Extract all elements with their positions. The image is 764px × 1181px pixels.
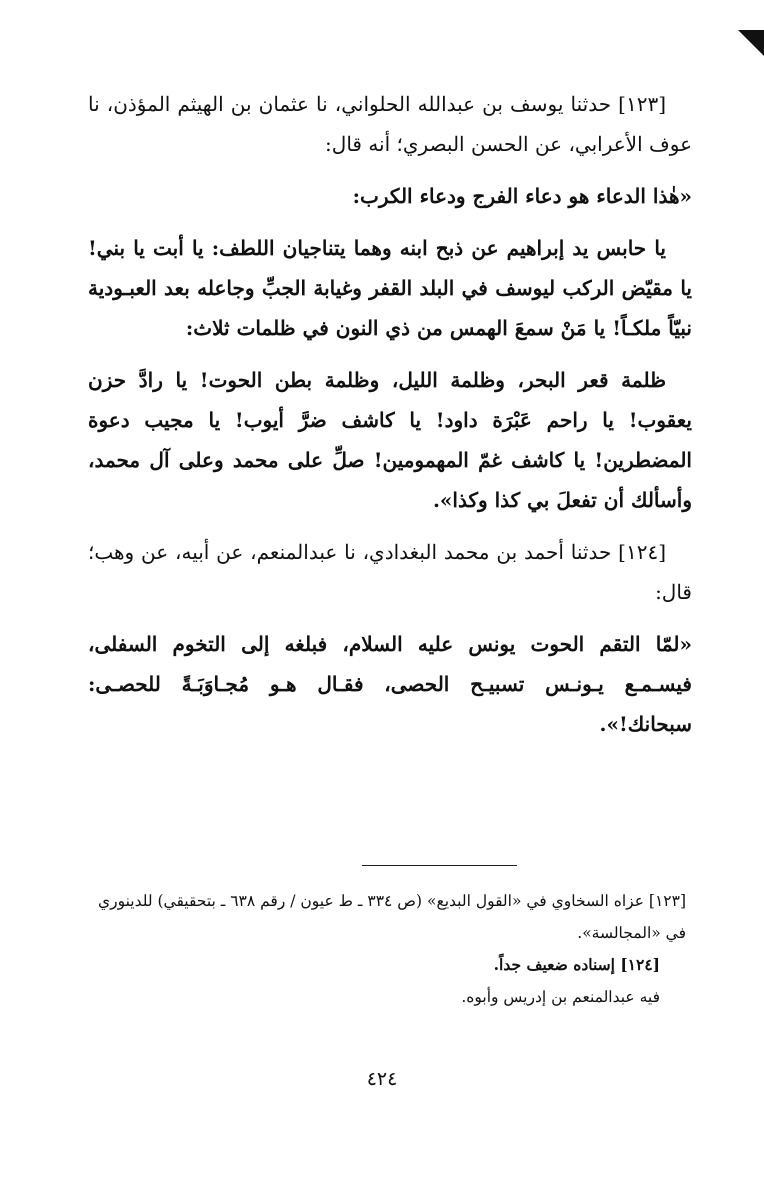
paragraph-123-isnad: [١٢٣] حدثنا يوسف بن عبدالله الحلواني، نا عثمان بن الهيثم المؤذن، نا عوف الأعرابي، عن الحسن البصري؛ أنه قال: [88, 92, 692, 156]
corner-triangle-mark [738, 30, 764, 56]
page-body [88, 84, 692, 756]
paragraph-dua-intro: «هٰذا الدعاء هو دعاء الفرج ودعاء الكرب: [352, 184, 692, 208]
footnote-divider [362, 865, 517, 866]
paragraph-dua-part1: يا حابس يد إبراهيم عن ذبح ابنه وهما يتناجيان اللطف: يا أبت يا بني! يا مقيّض الركب ليوسف في البلد القفر وغيابة الجبِّ وجاعله بعد العبـودية نبيّاً ملكـاً! يا مَنْ سمعَ الهمس من ذي النون في ظلمات ثلاث: [88, 236, 692, 340]
paragraph-yunus-narration: «لمّا التقم الحوت يونس عليه السلام، فبلغه إلى التخوم السفلى، فيسـمـع يـونـس تسبيـح الحصى، فقـال هـو مُجـاوَبَـةً للحصـى: سبحانك!». [88, 632, 692, 736]
page-number: ٤٢٤ [366, 1068, 398, 1090]
paragraph-124-isnad: [١٢٤] حدثنا أحمد بن محمد البغدادي، نا عبدالمنعم، عن أبيه، عن وهب؛ قال: [88, 540, 692, 604]
footnote-123: [١٢٣] عزاه السخاوي في «القول البديع» (ص ٣٣٤ ـ ط عيون / رقم ٦٣٨ ـ بتحقيقي) للدينوري في «المجالسة». [97, 892, 686, 942]
footnote-124-note: فيه عبدالمنعم بن إدريس وأبوه. [461, 988, 660, 1006]
paragraph-dua-part2: ظلمة قعر البحر، وظلمة الليل، وظلمة بطن الحوت! يا رادَّ حزن يعقوب! يا راحم عَبْرَة داود! يا كاشف ضرَّ أيوب! يا مجيب دعوة المضطرين! يا كاشف غمّ المهمومين! صلِّ على محمد وعلى آل محمد، وأسألك أن تفعلَ بي كذا وكذا». [88, 368, 693, 512]
footnotes [88, 885, 686, 1013]
footnote-124: [١٢٤] إسناده ضعيف جداً. [493, 955, 660, 974]
